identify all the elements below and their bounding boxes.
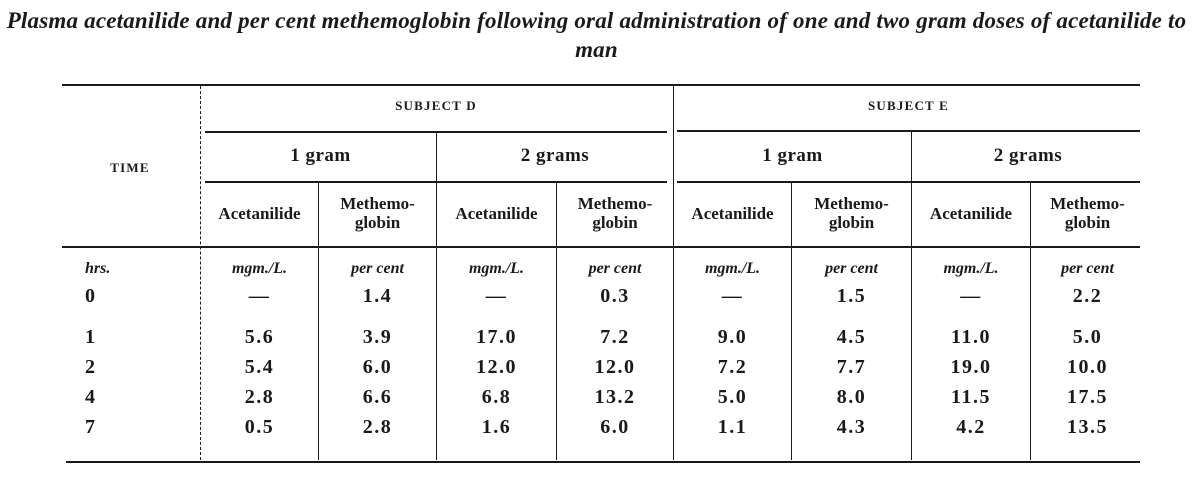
header-bottom-rule (62, 246, 1140, 248)
header-time: TIME (110, 160, 150, 175)
table-cell: 2.2 (1072, 285, 1103, 307)
table-cell: 10.0 (1067, 356, 1108, 378)
table-cell-time: 7 (85, 416, 97, 438)
table-cell: 6.0 (600, 416, 630, 438)
table-cell: — (721, 285, 744, 307)
top-rule (62, 84, 1140, 86)
table-cell: 1.5 (836, 285, 867, 307)
table-cell: 13.5 (1067, 416, 1108, 438)
table-cell: 17.0 (476, 326, 517, 348)
table-cell: 11.5 (951, 386, 991, 408)
dose-rule-e (677, 181, 1140, 183)
unit-d2-methemoglobin: per cent (588, 260, 642, 277)
header-d1-acetanilide: Acetanilide (218, 204, 301, 223)
table-cell: 5.0 (1072, 326, 1103, 348)
header-e1-acetanilide: Acetanilide (691, 204, 774, 223)
table-cell: 1.1 (717, 416, 748, 438)
table-cell: 11.0 (951, 326, 991, 348)
table-cell: 0.3 (600, 285, 630, 307)
header-subject-d: SUBJECT D (395, 98, 477, 113)
table-cell: 4.2 (956, 416, 986, 438)
table-cell: 4.3 (836, 416, 867, 438)
table-cell: 13.2 (594, 386, 636, 408)
unit-d1-methemoglobin: per cent (351, 260, 404, 277)
header-d-2-grams: 2 grams (520, 145, 590, 166)
table-cell-time: 1 (85, 326, 97, 348)
table-cell: 9.0 (717, 326, 748, 348)
table-cell: 2.8 (362, 416, 393, 438)
table-cell: 4.5 (836, 326, 867, 348)
table-cell: 5.0 (717, 386, 748, 408)
table-cell: — (485, 285, 508, 307)
table-caption: Plasma acetanilide and per cent methemoglobin following oral administration of one and two gram doses of acetanilide to man (6, 8, 1187, 62)
header-d2-acetanilide: Acetanilide (455, 204, 538, 223)
header-subject-e: SUBJECT E (867, 98, 949, 113)
table-cell-time: 4 (85, 386, 97, 408)
table-cell: 7.2 (717, 356, 748, 378)
table-cell: — (960, 285, 982, 307)
table-cell: 19.0 (950, 356, 992, 378)
table-cell: 7.7 (836, 356, 867, 378)
table-cell: 12.0 (594, 356, 636, 378)
table-cell: 2.8 (244, 386, 275, 408)
table-cell: 5.6 (244, 326, 275, 348)
header-e1-methemoglobin: Methemo- globin (814, 194, 889, 232)
header-d1-methemoglobin: Methemo- globin (340, 194, 415, 232)
table-cell: — (248, 285, 271, 307)
table-cell: 6.6 (362, 386, 393, 408)
table-cell: 1.6 (481, 416, 512, 438)
bottom-rule (66, 461, 1140, 463)
time-column-rule (62, 247, 194, 248)
unit-d1-acetanilide: mgm./L. (231, 260, 288, 277)
table-cell: 3.9 (362, 326, 393, 348)
table-cell: 6.8 (481, 386, 512, 408)
table-cell: 17.5 (1067, 386, 1108, 408)
header-d-1-gram: 1 gram (290, 145, 351, 166)
unit-time: hrs. (85, 260, 111, 277)
header-e2-acetanilide: Acetanilide (929, 204, 1013, 223)
unit-e1-acetanilide: mgm./L. (704, 260, 761, 277)
table-cell: 12.0 (476, 356, 517, 378)
table-cell-time: 2 (85, 356, 97, 378)
table-cell: 6.0 (362, 356, 393, 378)
header-e2-methemoglobin: Methemo- globin (1050, 194, 1125, 232)
table-cell-time: 0 (85, 285, 97, 307)
subject-rule-e (677, 130, 1140, 132)
table-cell: 8.0 (836, 386, 867, 408)
unit-e1-methemoglobin: per cent (825, 260, 878, 277)
unit-e2-acetanilide: mgm./L. (943, 260, 999, 277)
table-cell: 7.2 (600, 326, 630, 348)
table-cell: 5.4 (244, 356, 275, 378)
header-d2-methemoglobin: Methemo- globin (577, 194, 653, 232)
unit-d2-acetanilide: mgm./L. (468, 260, 525, 277)
header-e-1-gram: 1 gram (762, 145, 823, 166)
table-cell: 1.4 (362, 285, 393, 307)
header-e-2-grams: 2 grams (993, 145, 1063, 166)
unit-e2-methemoglobin: per cent (1061, 260, 1114, 277)
table-cell: 0.5 (244, 416, 275, 438)
